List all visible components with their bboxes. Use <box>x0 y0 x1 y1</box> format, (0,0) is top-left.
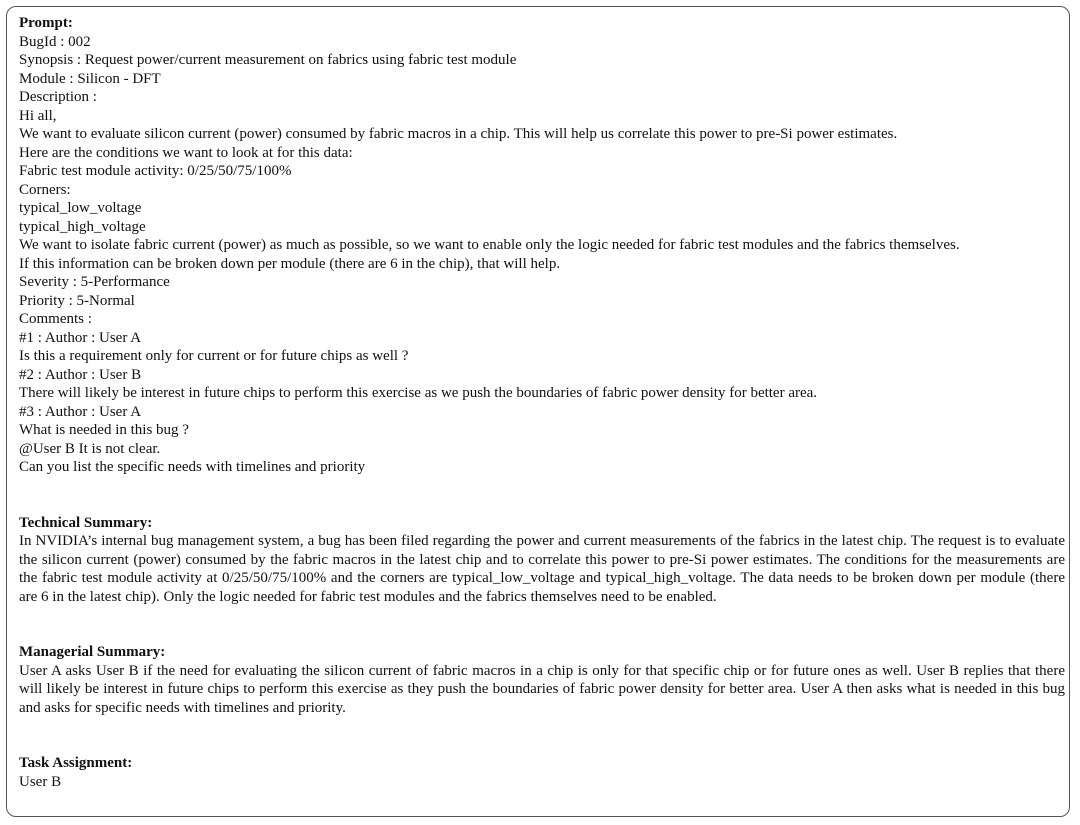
conditions-intro-line: Here are the conditions we want to look at for this data: <box>19 144 353 161</box>
section-gap <box>19 606 1065 643</box>
task-assignee: User B <box>19 773 62 790</box>
per-module-line: If this information can be broken down per module (there are 6 in the chip), that will help. <box>19 255 561 272</box>
evaluate-line: We want to evaluate silicon current (power) consumed by fabric macros in a chip. This will help us correlate this power to pre-Si power estimates. <box>19 126 898 142</box>
task-assignment-section <box>19 754 1065 791</box>
corners-label: Corners: <box>19 181 71 198</box>
comment-3-text-3: Can you list the specific needs with timelines and priority <box>19 459 366 475</box>
severity-line: Severity : 5-Performance <box>19 274 170 290</box>
managerial-summary-text: User A asks User B if the need for evaluating the silicon current of fabric macros in a chip is only for that specific chip or for future ones as well. User B replies that there will likely be interest in future chips to perform this exercise as they push the boundaries of fabric power density for better area. User A then asks what is needed in this bug and asks for specific needs with timelines and priority. <box>19 662 1065 716</box>
document-content <box>19 14 1065 791</box>
description-label: Description : <box>19 89 97 105</box>
greeting-line: Hi all, <box>19 107 57 124</box>
technical-summary-text: In NVIDIA’s internal bug management system, a bug has been filed regarding the power and current measurements of the fabrics in the latest chip. The request is to evaluate the silicon current (power) consumed by the fabric macros in the latest chip and to correlate this power to pre-Si power estimates. The conditions for the measurements are the fabric test module activity at 0/25/50/75/100% and the corners are typical_low_voltage and typical_high_voltage. The data needs to be broken down per module (there are 6 in the latest chip). Only the logic needed for fabric test modules and the fabrics themselves need to be enabled. <box>19 533 1065 605</box>
module-line: Module : Silicon - DFT <box>19 70 161 87</box>
section-gap <box>19 717 1065 754</box>
corner-high-voltage: typical_high_voltage <box>19 218 146 235</box>
comment-3-text-1: What is needed in this bug ? <box>19 422 189 438</box>
comment-1-author: #1 : Author : User A <box>19 329 142 346</box>
isolate-paragraph: We want to isolate fabric current (power) as much as possible, so we want to enable only the logic needed for fabric test modules and the fabrics themselves. <box>19 237 960 253</box>
bug-id-line: BugId : 002 <box>19 33 91 50</box>
synopsis-line: Synopsis : Request power/current measurement on fabrics using fabric test module <box>19 52 517 68</box>
comment-1-text: Is this a requirement only for current or for future chips as well ? <box>19 348 409 364</box>
comment-2-author: #2 : Author : User B <box>19 366 142 383</box>
activity-line: Fabric test module activity: 0/25/50/75/100% <box>19 163 292 179</box>
prompt-section <box>19 14 1065 477</box>
technical-summary-heading: Technical Summary: <box>19 514 153 531</box>
comment-2-text: There will likely be interest in future chips to perform this exercise as we push the boundaries of fabric power density for better area. <box>19 385 818 401</box>
comment-3-text-2: @User B It is not clear. <box>19 440 161 457</box>
managerial-summary-section <box>19 643 1065 717</box>
priority-line: Priority : 5-Normal <box>19 292 135 309</box>
corner-low-voltage: typical_low_voltage <box>19 200 142 216</box>
comments-label: Comments : <box>19 311 92 327</box>
prompt-heading: Prompt: <box>19 15 73 31</box>
comment-3-author: #3 : Author : User A <box>19 403 142 420</box>
technical-summary-section <box>19 514 1065 607</box>
managerial-summary-heading: Managerial Summary: <box>19 644 166 660</box>
section-gap <box>19 477 1065 514</box>
task-assignment-heading: Task Assignment: <box>19 755 133 771</box>
